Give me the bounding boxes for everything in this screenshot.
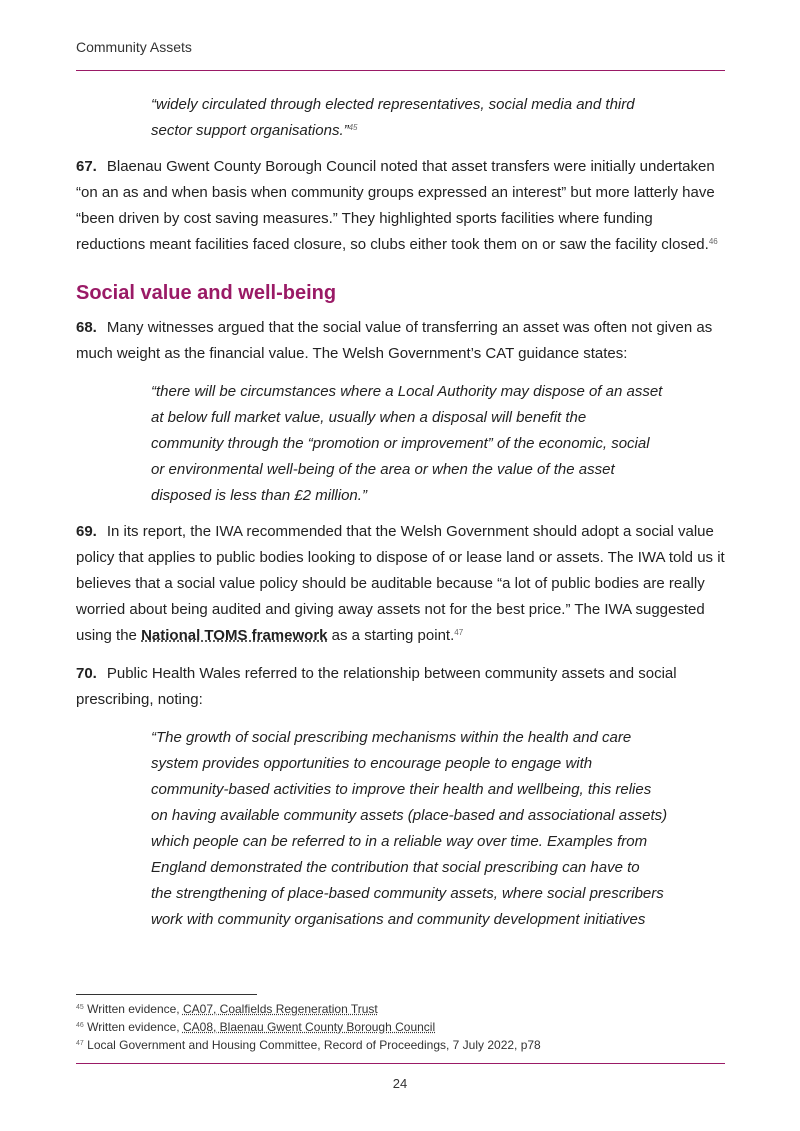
- quote-line: the strengthening of place-based community assets, where social prescribers: [151, 885, 664, 902]
- paragraph-text-after: as a starting point.: [331, 627, 455, 644]
- quote-line: “widely circulated through elected representatives, social media and third: [151, 96, 635, 113]
- footnote-number: 45: [76, 1004, 84, 1011]
- footnote-number: 46: [76, 1022, 84, 1029]
- quote-coalfields: [151, 92, 726, 144]
- paragraph-number: 70.: [76, 665, 97, 682]
- footnote-number: 47: [76, 1040, 84, 1047]
- quote-public-health-wales: [151, 725, 726, 933]
- footnote-text: Written evidence,: [87, 1020, 180, 1034]
- quote-line: community through the “promotion or improvement” of the economic, social: [151, 435, 650, 452]
- paragraph-68: [76, 315, 726, 367]
- quote-line: on having available community assets (place-based and associational assets): [151, 807, 668, 824]
- page-number: 24: [392, 1076, 408, 1091]
- header-divider: [76, 70, 725, 71]
- quote-line: system provides opportunities to encourage people to engage with: [151, 755, 593, 772]
- paragraph-67: [76, 154, 726, 258]
- page-content: [76, 92, 726, 933]
- footer-divider: [76, 1063, 725, 1064]
- quote-cat-guidance: [151, 379, 726, 509]
- quote-line: work with community organisations and community development initiatives: [151, 911, 646, 928]
- national-toms-link[interactable]: National TOMS framework: [141, 627, 328, 644]
- footnote-46: [76, 1018, 726, 1036]
- quote-line: “there will be circumstances where a Local Authority may dispose of an asset: [151, 383, 663, 400]
- quote-line: England demonstrated the contribution that social prescribing can have to: [151, 859, 640, 876]
- paragraph-70: [76, 661, 726, 713]
- footnote-47: [76, 1036, 726, 1054]
- paragraph-69: [76, 519, 726, 649]
- quote-line: community-based activities to improve their health and wellbeing, this relies: [151, 781, 652, 798]
- paragraph-number: 68.: [76, 319, 97, 336]
- quote-line: at below full market value, usually when a disposal will benefit the: [151, 409, 587, 426]
- footnote-ref-47[interactable]: 47: [454, 628, 464, 637]
- paragraph-text: Public Health Wales referred to the relationship between community assets and social prescribing, noting:: [76, 665, 677, 708]
- paragraph-number: 67.: [76, 158, 97, 175]
- quote-line: sector support organisations.”$^{45}$: [151, 122, 358, 139]
- paragraph-number: 69.: [76, 523, 97, 540]
- section-heading: Social value and well-being: [76, 282, 337, 304]
- footnote-45: [76, 1000, 726, 1018]
- quote-line: which people can be referred to in a reliable way over time. Examples from: [151, 833, 648, 850]
- footnotes: [76, 1000, 726, 1054]
- footnote-link-ca08[interactable]: CA08, Blaenau Gwent County Borough Council: [182, 1020, 436, 1034]
- running-header: Community Assets: [76, 39, 192, 55]
- footnote-text: Written evidence,: [87, 1002, 180, 1016]
- quote-line: or environmental well-being of the area or when the value of the asset: [151, 461, 615, 478]
- paragraph-text: Blaenau Gwent County Borough Council noted that asset transfers were initially undertaken “on an as and when basis when community groups expressed an interest” but more latterly have “been driven by cost saving measures.” They highlighted sports facilities where funding reductions meant facilities faced closure, so clubs either took them on or saw the facility closed.: [76, 158, 715, 253]
- footnote-ref-46[interactable]: 46: [708, 237, 718, 246]
- paragraph-text: Many witnesses argued that the social value of transferring an asset was often not given as much weight as the financial value. The Welsh Government’s CAT guidance states:: [76, 319, 713, 362]
- footnote-divider: [76, 994, 257, 995]
- quote-line: disposed is less than £2 million.”: [151, 487, 367, 504]
- footnote-link-ca07[interactable]: CA07, Coalfields Regeneration Trust: [182, 1002, 378, 1016]
- footnote-text: Local Government and Housing Committee, Record of Proceedings, 7 July 2022, p78: [87, 1038, 541, 1052]
- paragraph-text: In its report, the IWA recommended that the Welsh Government should adopt a social value policy that applies to public bodies looking to dispose of or lease land or assets. The IWA told us it believes that a social value policy should be auditable because “a lot of public bodies are really worried about being audited and giving away assets not for the best price.” The IWA suggested using the: [76, 523, 725, 644]
- footnote-ref-45[interactable]: 45: [348, 123, 358, 132]
- quote-line: “The growth of social prescribing mechanisms within the health and care: [151, 729, 632, 746]
